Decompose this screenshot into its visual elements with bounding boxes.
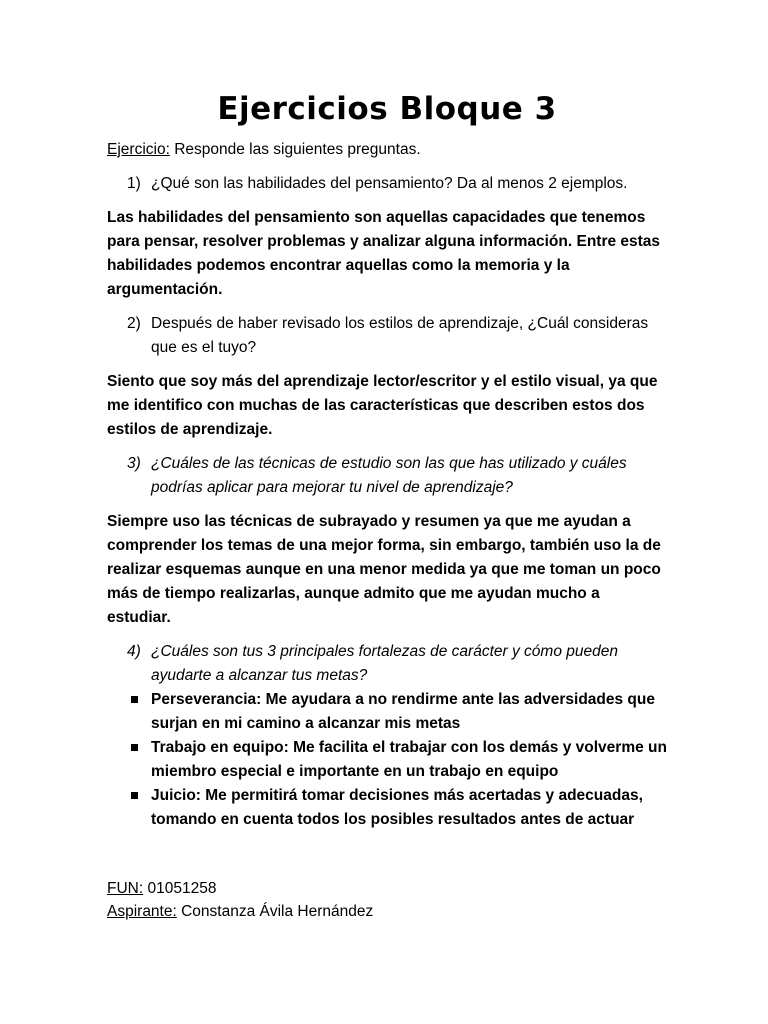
question-1	[107, 172, 667, 196]
fun-value: 01051258	[143, 880, 217, 897]
list-item-text: Perseverancia: Me ayudara a no rendirme ante las adversidades que surjan en mi camino a alcanzar mis metas	[151, 691, 655, 732]
list-item	[107, 688, 667, 736]
answer-2: Siento que soy más del aprendizaje lector/escritor y el estilo visual, ya que me identifico con muchas de las características que describen estos dos estilos de aprendizaje.	[107, 373, 658, 438]
question-3	[107, 452, 667, 500]
question-text: Después de haber revisado los estilos de aprendizaje, ¿Cuál consideras que es el tuyo?	[151, 315, 649, 356]
aspirante-label: Aspirante:	[107, 903, 177, 920]
exercise-label: Ejercicio:	[107, 141, 170, 158]
square-bullet-icon	[107, 688, 151, 736]
list-item-text: Trabajo en equipo: Me facilita el trabajar con los demás y volverme un miembro especial e importante en un trabajo en equipo	[151, 739, 667, 780]
aspirante-line	[107, 900, 373, 923]
list-item	[107, 784, 667, 832]
question-text: ¿Cuáles son tus 3 principales fortalezas de carácter y cómo pueden ayudarte a alcanzar tus metas?	[151, 643, 618, 684]
square-bullet-icon	[107, 784, 151, 832]
fun-label: FUN:	[107, 880, 144, 897]
aspirante-value: Constanza Ávila Hernández	[176, 903, 374, 920]
document-page	[107, 88, 667, 832]
exercise-text: Responde las siguientes preguntas.	[169, 141, 421, 158]
answer-3: Siempre uso las técnicas de subrayado y resumen ya que me ayudan a comprender los temas de una mejor forma, sin embargo, también uso la de realizar esquemas aunque en una menor medida ya que me toman un poco más de tiempo realizarlas, aunque admito que me ayudan mucho a estudiar.	[107, 513, 661, 626]
question-number: 1)	[127, 175, 141, 192]
question-number: 2)	[127, 315, 141, 332]
document-footer	[107, 877, 373, 923]
exercise-instruction	[107, 138, 667, 162]
question-number: 3)	[127, 455, 141, 472]
list-item-text: Juicio: Me permitirá tomar decisiones más acertadas y adecuadas, tomando en cuenta todos los posibles resultados antes de actuar	[151, 787, 643, 828]
square-bullet-icon	[107, 736, 151, 784]
question-number: 4)	[127, 643, 141, 660]
question-text: ¿Qué son las habilidades del pensamiento? Da al menos 2 ejemplos.	[151, 175, 628, 192]
list-item	[107, 736, 667, 784]
answer-1: Las habilidades del pensamiento son aquellas capacidades que tenemos para pensar, resolver problemas y analizar alguna información. Entre estas habilidades podemos encontrar aquellas como la memoria y la argumentación.	[107, 209, 661, 298]
document-title: Ejercicios Bloque 3	[217, 91, 557, 127]
question-4	[107, 640, 667, 688]
question-2	[107, 312, 667, 360]
fun-line	[107, 877, 373, 900]
question-text: ¿Cuáles de las técnicas de estudio son las que has utilizado y cuáles podrías aplicar para mejorar tu nivel de aprendizaje?	[151, 455, 627, 496]
strengths-list	[107, 688, 667, 832]
